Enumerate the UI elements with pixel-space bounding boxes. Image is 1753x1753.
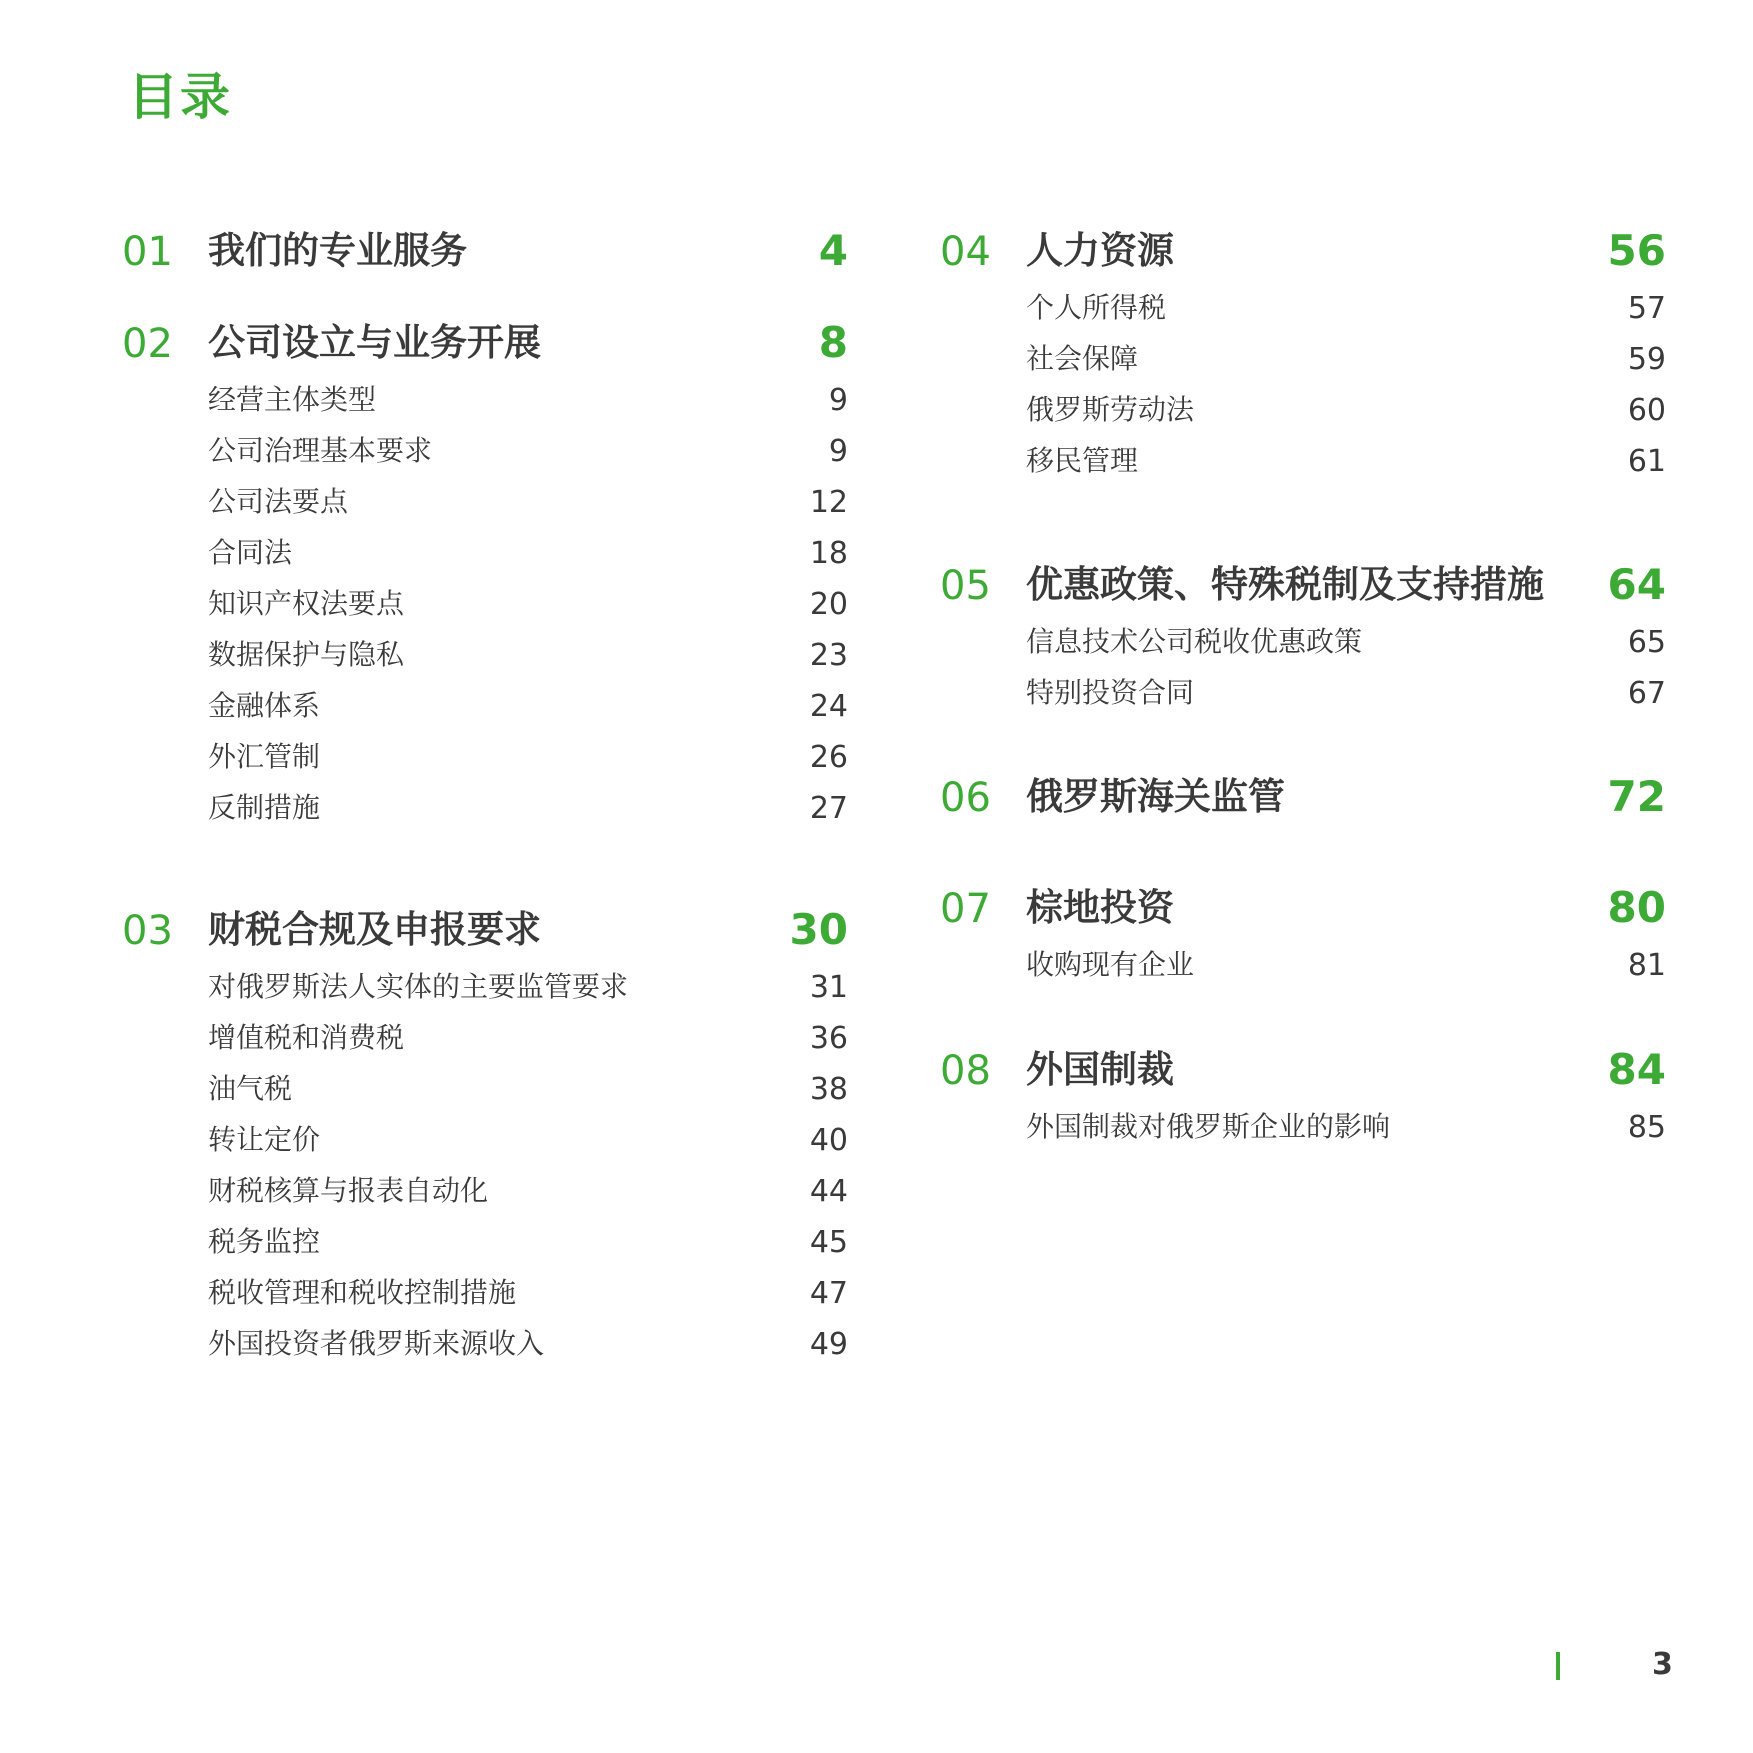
entry-page-number: 61 — [1627, 444, 1666, 479]
entry-page-number: 85 — [1627, 1110, 1666, 1145]
section-heading[interactable] — [940, 560, 1666, 620]
toc-section-03[interactable] — [122, 905, 848, 1373]
toc-entry[interactable] — [122, 378, 848, 429]
entry-title[interactable]: 俄罗斯劳动法 — [1026, 393, 1195, 426]
entry-title[interactable]: 合同法 — [208, 536, 293, 569]
section-number: 06 — [940, 775, 991, 821]
entry-title[interactable]: 公司治理基本要求 — [208, 434, 433, 467]
footer-page-number: 3 — [1652, 1647, 1673, 1682]
entry-page-number: 23 — [809, 638, 848, 673]
section-title[interactable]: 我们的专业服务 — [208, 229, 467, 272]
section-number: 02 — [122, 321, 173, 367]
toc-section-07[interactable] — [940, 883, 1666, 994]
toc-entry[interactable] — [122, 684, 848, 735]
toc-entry[interactable] — [122, 1322, 848, 1373]
toc-entry[interactable] — [940, 620, 1666, 671]
entry-title[interactable]: 增值税和消费税 — [208, 1021, 405, 1054]
entry-title[interactable]: 特别投资合同 — [1026, 676, 1195, 709]
entry-page-number: 38 — [809, 1072, 848, 1107]
section-title[interactable]: 优惠政策、特殊税制及支持措施 — [1026, 563, 1544, 606]
section-page-number: 80 — [1607, 883, 1666, 932]
section-number: 03 — [122, 908, 173, 954]
entry-page-number: 59 — [1627, 342, 1666, 377]
entry-title[interactable]: 转让定价 — [208, 1123, 321, 1156]
section-title[interactable]: 人力资源 — [1026, 229, 1174, 272]
section-title[interactable]: 公司设立与业务开展 — [208, 321, 541, 364]
section-title[interactable]: 财税合规及申报要求 — [208, 908, 541, 951]
entry-page-number: 45 — [809, 1225, 848, 1260]
entry-page-number: 81 — [1627, 948, 1666, 983]
section-heading[interactable] — [940, 772, 1666, 832]
toc-entry[interactable] — [122, 633, 848, 684]
toc-entry[interactable] — [122, 531, 848, 582]
toc-entry[interactable] — [122, 1271, 848, 1322]
toc-entry[interactable] — [122, 1220, 848, 1271]
footer-divider — [1556, 1652, 1560, 1680]
entry-title[interactable]: 社会保障 — [1026, 342, 1139, 375]
section-title[interactable]: 俄罗斯海关监管 — [1026, 775, 1285, 818]
toc-entry[interactable] — [122, 786, 848, 837]
entry-title[interactable]: 税收管理和税收控制措施 — [208, 1276, 517, 1309]
section-heading[interactable] — [122, 318, 848, 378]
entry-page-number: 49 — [809, 1327, 848, 1362]
entry-title[interactable]: 收购现有企业 — [1026, 948, 1195, 981]
section-page-number: 84 — [1607, 1045, 1666, 1094]
toc-entry[interactable] — [122, 429, 848, 480]
toc-entry[interactable] — [940, 943, 1666, 994]
toc-section-01[interactable] — [122, 226, 848, 286]
entry-title[interactable]: 经营主体类型 — [208, 383, 377, 416]
entry-page-number: 20 — [809, 587, 848, 622]
entry-page-number: 31 — [809, 970, 848, 1005]
section-heading[interactable] — [940, 1045, 1666, 1105]
toc-entry[interactable] — [122, 1067, 848, 1118]
entry-title[interactable]: 外国投资者俄罗斯来源收入 — [208, 1327, 545, 1360]
entry-title[interactable]: 财税核算与报表自动化 — [208, 1174, 489, 1207]
toc-entry[interactable] — [940, 671, 1666, 722]
toc-section-02[interactable] — [122, 318, 848, 837]
section-heading[interactable] — [122, 226, 848, 286]
section-number: 07 — [940, 886, 991, 932]
toc-entry[interactable] — [122, 965, 848, 1016]
entry-title[interactable]: 油气税 — [208, 1072, 293, 1105]
toc-entry[interactable] — [940, 1105, 1666, 1156]
entry-page-number: 60 — [1627, 393, 1666, 428]
section-page-number: 64 — [1607, 560, 1666, 609]
entry-title[interactable]: 信息技术公司税收优惠政策 — [1026, 625, 1363, 658]
entry-title[interactable]: 移民管理 — [1026, 444, 1139, 477]
entry-page-number: 27 — [809, 791, 848, 826]
entry-title[interactable]: 金融体系 — [208, 689, 321, 722]
toc-entry[interactable] — [122, 582, 848, 633]
toc-entry[interactable] — [122, 480, 848, 531]
entry-title[interactable]: 反制措施 — [208, 791, 321, 824]
section-page-number: 56 — [1607, 226, 1666, 275]
section-page-number: 30 — [789, 905, 848, 954]
section-title[interactable]: 棕地投资 — [1026, 886, 1174, 929]
entry-title[interactable]: 个人所得税 — [1026, 291, 1167, 324]
section-page-number: 4 — [818, 226, 848, 275]
toc-section-05[interactable] — [940, 560, 1666, 722]
section-page-number: 72 — [1607, 772, 1666, 821]
toc-entry[interactable] — [940, 286, 1666, 337]
toc-section-08[interactable] — [940, 1045, 1666, 1156]
entry-page-number: 12 — [809, 485, 848, 520]
toc-entry[interactable] — [122, 735, 848, 786]
toc-entry[interactable] — [122, 1118, 848, 1169]
toc-section-06[interactable] — [940, 772, 1666, 832]
entry-page-number: 9 — [828, 383, 848, 418]
entry-page-number: 40 — [809, 1123, 848, 1158]
entry-page-number: 44 — [809, 1174, 848, 1209]
section-number: 01 — [122, 229, 173, 275]
toc-entry[interactable] — [940, 388, 1666, 439]
entry-title[interactable]: 数据保护与隐私 — [208, 638, 405, 671]
entry-title[interactable]: 外国制裁对俄罗斯企业的影响 — [1026, 1110, 1391, 1143]
toc-entry[interactable] — [940, 439, 1666, 490]
entry-title[interactable]: 对俄罗斯法人实体的主要监管要求 — [208, 970, 629, 1003]
section-heading[interactable] — [940, 883, 1666, 943]
section-page-number: 8 — [818, 318, 848, 367]
entry-page-number: 26 — [809, 740, 848, 775]
toc-entry[interactable] — [122, 1016, 848, 1067]
section-number: 05 — [940, 563, 991, 609]
section-number: 08 — [940, 1048, 991, 1094]
toc-entry[interactable] — [940, 337, 1666, 388]
section-heading[interactable] — [122, 905, 848, 965]
entry-title[interactable]: 税务监控 — [208, 1225, 321, 1258]
toc-section-04[interactable] — [940, 226, 1666, 490]
entry-title[interactable]: 外汇管制 — [208, 740, 321, 773]
entry-page-number: 36 — [809, 1021, 848, 1056]
entry-page-number: 47 — [809, 1276, 848, 1311]
entry-title[interactable]: 知识产权法要点 — [208, 587, 405, 620]
entry-page-number: 67 — [1627, 676, 1666, 711]
toc-entry[interactable] — [122, 1169, 848, 1220]
entry-page-number: 65 — [1627, 625, 1666, 660]
section-number: 04 — [940, 229, 991, 275]
entry-title[interactable]: 公司法要点 — [208, 485, 349, 518]
section-title[interactable]: 外国制裁 — [1026, 1048, 1174, 1091]
entry-page-number: 57 — [1627, 291, 1666, 326]
entry-page-number: 24 — [809, 689, 848, 724]
entry-page-number: 18 — [809, 536, 848, 571]
section-heading[interactable] — [940, 226, 1666, 286]
page-title: 目录 — [128, 68, 232, 126]
entry-page-number: 9 — [828, 434, 848, 469]
